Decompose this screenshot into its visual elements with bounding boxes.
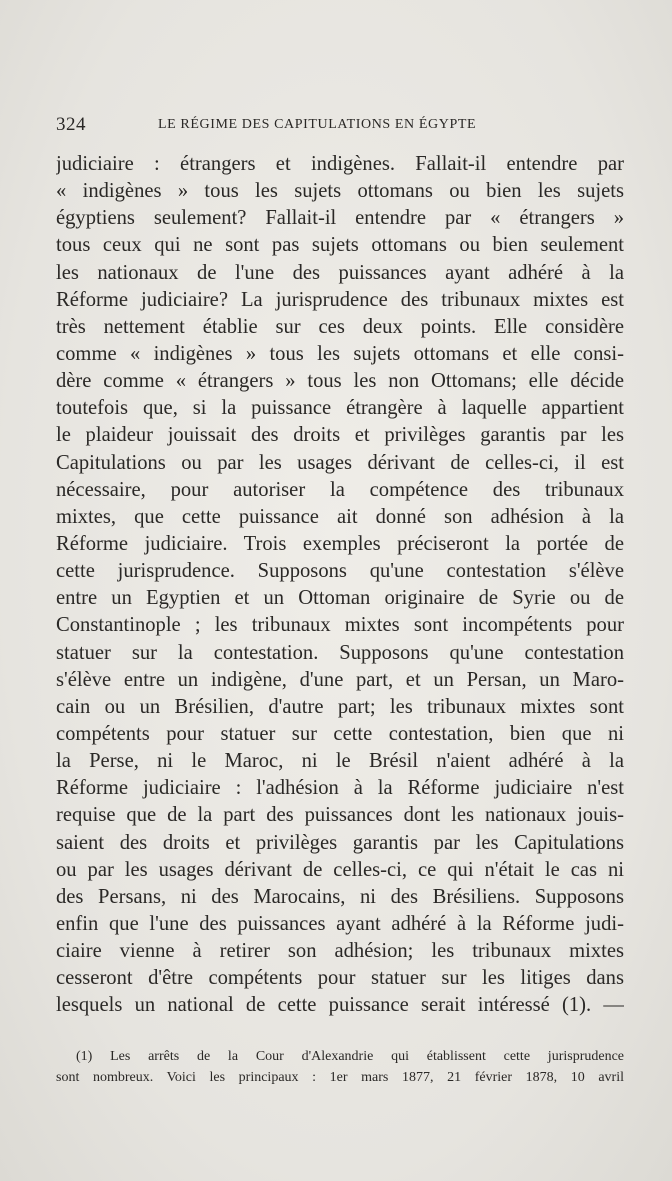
text-line: mixtes, que cette puissance ait donné son adhésion à la	[56, 505, 624, 528]
text-line: saient des droits et privilèges garantis par les Capitulations	[56, 831, 624, 854]
footnote-line: (1) Les arrêts de la Cour d'Alexandrie qui établissent cette jurisprudence	[76, 1049, 624, 1064]
text-line: des Persans, ni des Marocains, ni des Brésiliens. Supposons	[56, 885, 624, 908]
text-line: ou par les usages dérivant de celles-ci, ce qui n'était le cas ni	[56, 858, 624, 881]
footnote	[56, 1046, 624, 1088]
body-text	[56, 151, 624, 1020]
text-line: la Perse, ni le Maroc, ni le Brésil n'aient adhéré à la	[56, 750, 624, 773]
text-line: Réforme judiciaire? La jurisprudence des tribunaux mixtes est	[56, 288, 624, 311]
text-line: toutefois que, si la puissance étrangère à laquelle appartient	[56, 397, 624, 420]
footnote-line: sont nombreux. Voici les principaux : 1er mars 1877, 21 février 1878, 10 avril	[56, 1070, 624, 1085]
text-line: Constantinople ; les tribunaux mixtes sont incompétents pour	[56, 614, 624, 637]
text-line: très nettement établie sur ces deux points. Elle considère	[56, 315, 624, 338]
text-line: « indigènes » tous les sujets ottomans ou bien les sujets	[56, 180, 624, 203]
text-line: enfin que l'une des puissances ayant adhéré à la Réforme judi-	[56, 912, 624, 935]
text-line: cette jurisprudence. Supposons qu'une contestation s'élève	[56, 560, 624, 583]
text-line: entre un Egyptien et un Ottoman originaire de Syrie ou de	[56, 587, 624, 610]
page-number: 324	[56, 114, 86, 135]
text-line: ciaire vienne à retirer son adhésion; les tribunaux mixtes	[56, 940, 624, 963]
text-line: Réforme judiciaire : l'adhésion à la Réforme judiciaire n'est	[56, 777, 624, 800]
text-line: tous ceux qui ne sont pas sujets ottomans ou bien seulement	[56, 234, 624, 257]
text-line: judiciaire : étrangers et indigènes. Fallait-il entendre par	[56, 153, 624, 175]
running-title: LE RÉGIME DES CAPITULATIONS EN ÉGYPTE	[158, 117, 477, 132]
text-line: les nationaux de l'une des puissances ayant adhéré à la	[56, 261, 624, 284]
text-line: cesseront d'être compétents pour statuer sur les litiges dans	[56, 967, 624, 990]
text-line: Réforme judiciaire. Trois exemples préciseront la portée de	[56, 532, 624, 555]
text-line: cain ou un Brésilien, d'autre part; les tribunaux mixtes sont	[56, 695, 624, 718]
text-line: nécessaire, pour autoriser la compétence des tribunaux	[56, 478, 624, 501]
page-header	[56, 114, 624, 138]
text-line: statuer sur la contestation. Supposons qu'une contestation	[56, 641, 624, 664]
text-line: s'élève entre un indigène, d'une part, et un Persan, un Maro-	[56, 668, 624, 691]
text-line: égyptiens seulement? Fallait-il entendre par « étrangers »	[56, 207, 624, 230]
text-line: comme « indigènes » tous les sujets ottomans et elle consi-	[56, 342, 624, 365]
text-line: lesquels un national de cette puissance serait intéressé (1). —	[56, 994, 624, 1017]
text-line: le plaideur jouissait des droits et privilèges garantis par les	[56, 424, 624, 447]
text-line: requise que de la part des puissances dont les nationaux jouis-	[56, 804, 624, 827]
text-line: compétents pour statuer sur cette contestation, bien que ni	[56, 722, 624, 745]
text-line: Capitulations ou par les usages dérivant de celles-ci, il est	[56, 451, 624, 474]
text-line: dère comme « étrangers » tous les non Ottomans; elle décide	[56, 370, 624, 393]
